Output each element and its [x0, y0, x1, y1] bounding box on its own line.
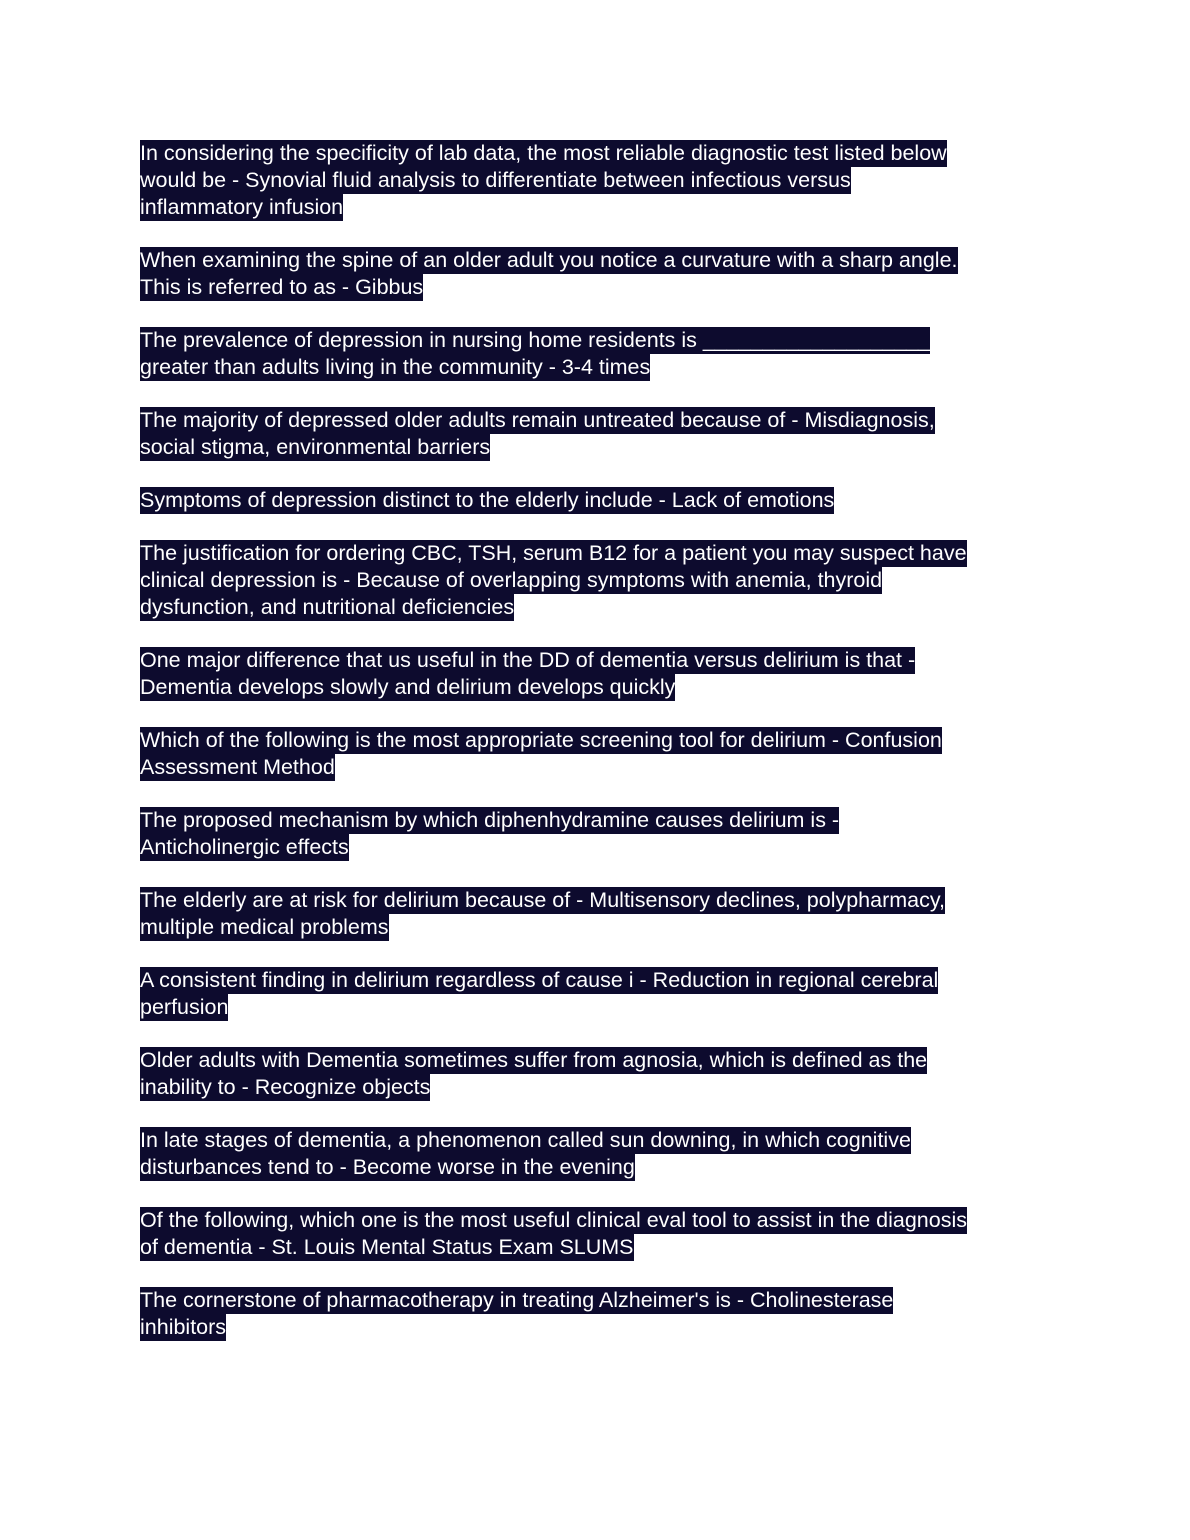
highlighted-text: greater than adults living in the community - 3-4 times — [140, 355, 651, 379]
qa-item — [140, 407, 1050, 461]
highlighted-text: Older adults with Dementia sometimes suffer from agnosia, which is defined as the — [140, 1048, 928, 1072]
qa-item — [140, 487, 1050, 514]
highlighted-text: In late stages of dementia, a phenomenon called sun downing, in which cognitive — [140, 1128, 911, 1152]
qa-item — [140, 140, 1050, 221]
qa-item — [140, 1127, 1050, 1181]
qa-item — [140, 647, 1050, 701]
qa-line — [140, 834, 1050, 861]
qa-line — [140, 1314, 1050, 1341]
qa-line — [140, 647, 1050, 674]
qa-line — [140, 1154, 1050, 1181]
qa-item — [140, 967, 1050, 1021]
qa-line — [140, 1127, 1050, 1154]
highlighted-text: The proposed mechanism by which diphenhydramine causes delirium is - — [140, 808, 840, 832]
qa-line — [140, 994, 1050, 1021]
qa-line — [140, 1234, 1050, 1261]
highlighted-text: The elderly are at risk for delirium because of - Multisensory declines, polypharmacy, — [140, 888, 945, 912]
qa-item — [140, 1287, 1050, 1341]
highlighted-text: In considering the specificity of lab data, the most reliable diagnostic test listed below — [140, 141, 947, 165]
highlighted-text: inability to - Recognize objects — [140, 1075, 431, 1099]
qa-line — [140, 594, 1050, 621]
highlighted-text: disturbances tend to - Become worse in the evening — [140, 1155, 635, 1179]
highlighted-text: dysfunction, and nutritional deficiencies — [140, 595, 515, 619]
qa-item — [140, 887, 1050, 941]
highlighted-text: A consistent finding in delirium regardless of cause i - Reduction in regional cerebral — [140, 968, 939, 992]
highlighted-text: would be - Synovial fluid analysis to differentiate between infectious versus — [140, 168, 851, 192]
qa-line — [140, 967, 1050, 994]
qa-line — [140, 1074, 1050, 1101]
qa-line — [140, 1047, 1050, 1074]
highlighted-text: clinical depression is - Because of overlapping symptoms with anemia, thyroid — [140, 568, 883, 592]
qa-item — [140, 1047, 1050, 1101]
qa-line — [140, 487, 1050, 514]
highlighted-text: Which of the following is the most appropriate screening tool for delirium - Confusion — [140, 728, 942, 752]
qa-line — [140, 327, 1050, 354]
qa-item — [140, 540, 1050, 621]
qa-line — [140, 887, 1050, 914]
highlighted-text: The majority of depressed older adults remain untreated because of - Misdiagnosis, — [140, 408, 935, 432]
qa-line — [140, 727, 1050, 754]
qa-list — [140, 140, 1050, 1367]
highlighted-text: The prevalence of depression in nursing home residents is ___________________ — [140, 328, 931, 352]
qa-line — [140, 140, 1050, 167]
highlighted-text: One major difference that us useful in the DD of dementia versus delirium is that - — [140, 648, 916, 672]
qa-item — [140, 727, 1050, 781]
qa-line — [140, 274, 1050, 301]
highlighted-text: Assessment Method — [140, 755, 335, 779]
qa-item — [140, 1207, 1050, 1261]
highlighted-text: Symptoms of depression distinct to the elderly include - Lack of emotions — [140, 488, 835, 512]
qa-item — [140, 247, 1050, 301]
highlighted-text: inflammatory infusion — [140, 195, 344, 219]
qa-line — [140, 434, 1050, 461]
qa-line — [140, 674, 1050, 701]
highlighted-text: This is referred to as - Gibbus — [140, 275, 424, 299]
highlighted-text: multiple medical problems — [140, 915, 389, 939]
highlighted-text: Dementia develops slowly and delirium develops quickly — [140, 675, 676, 699]
highlighted-text: of dementia - St. Louis Mental Status Exam SLUMS — [140, 1235, 634, 1259]
highlighted-text: The cornerstone of pharmacotherapy in treating Alzheimer's is - Cholinesterase — [140, 1288, 894, 1312]
highlighted-text: perfusion — [140, 995, 229, 1019]
highlighted-text: social stigma, environmental barriers — [140, 435, 491, 459]
highlighted-text: Of the following, which one is the most useful clinical eval tool to assist in the diagnosis — [140, 1208, 967, 1232]
qa-line — [140, 807, 1050, 834]
qa-line — [140, 247, 1050, 274]
qa-line — [140, 407, 1050, 434]
qa-line — [140, 754, 1050, 781]
qa-line — [140, 540, 1050, 567]
qa-line — [140, 567, 1050, 594]
qa-line — [140, 354, 1050, 381]
qa-item — [140, 807, 1050, 861]
qa-line — [140, 914, 1050, 941]
highlighted-text: inhibitors — [140, 1315, 227, 1339]
qa-line — [140, 1207, 1050, 1234]
highlighted-text: Anticholinergic effects — [140, 835, 349, 859]
qa-line — [140, 194, 1050, 221]
highlighted-text: The justification for ordering CBC, TSH, serum B12 for a patient you may suspect have — [140, 541, 967, 565]
qa-item — [140, 327, 1050, 381]
qa-line — [140, 1287, 1050, 1314]
highlighted-text: When examining the spine of an older adult you notice a curvature with a sharp angle. — [140, 248, 958, 272]
qa-line — [140, 167, 1050, 194]
